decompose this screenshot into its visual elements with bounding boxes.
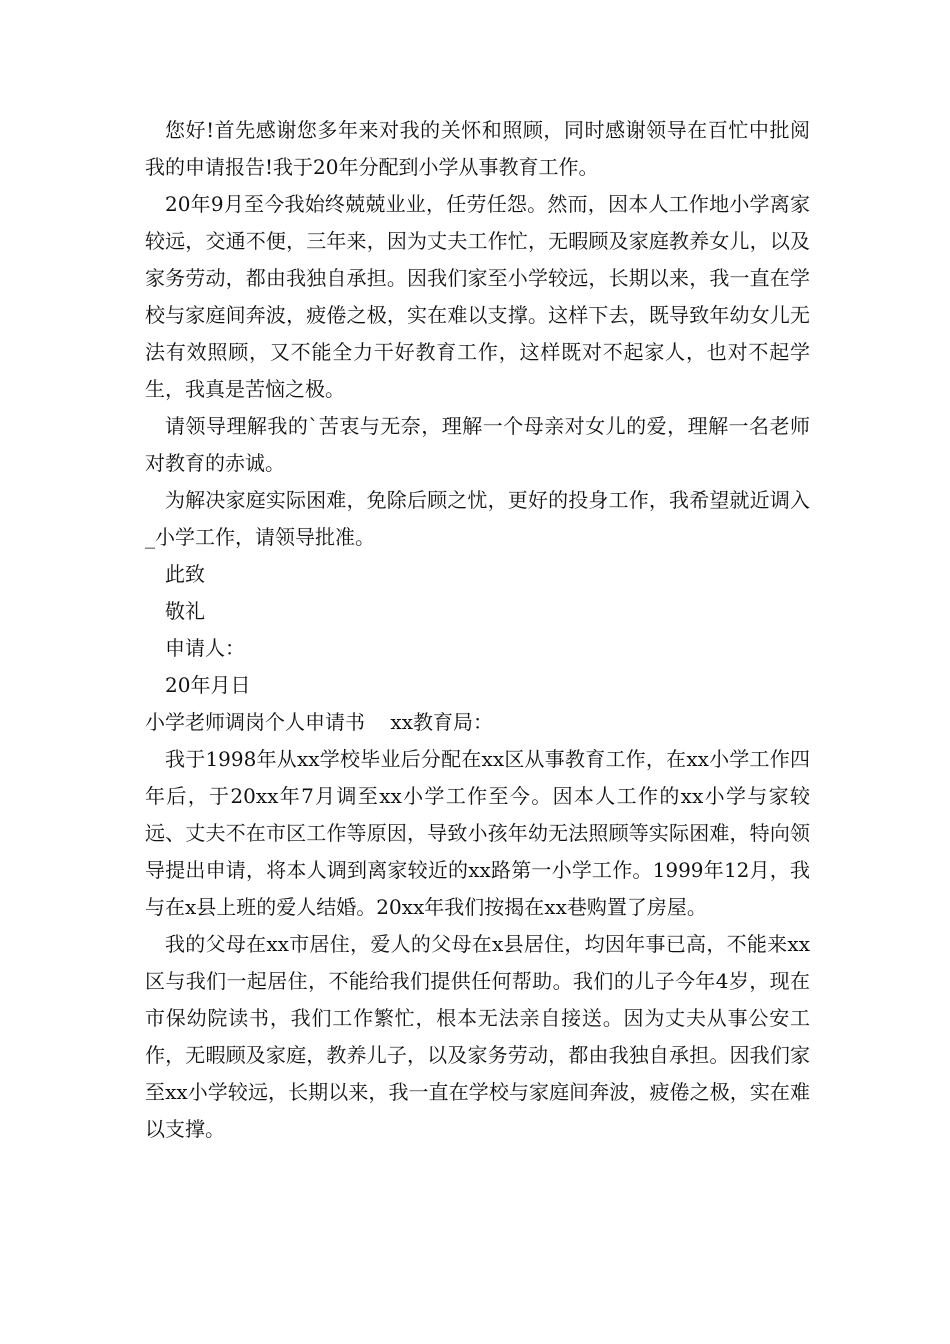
document-body [145,112,810,1148]
date-line: 20年月日 [165,673,251,697]
paragraph-request: 为解决家庭实际困难，免除后顾之忧，更好的投身工作，我希望就近调入_小学工作，请领导批准。 [145,488,810,549]
paragraph-family: 我的父母在xx市居住，爱人的父母在x县居住，均因年事已高，不能来xx区与我们一起居住，不能给我们提供任何帮助。我们的儿子今年4岁，现在市保幼院读书，我们工作繁忙，根本无法亲自接送。因为丈夫从事公安工作，无暇顾及家庭，教养儿子，以及家务劳动，都由我独自承担。因我们家至xx小学较远，长期以来，我一直在学校与家庭间奔波，疲倦之极，实在难以支撑。 [145,932,810,1141]
paragraph-background: 我于1998年从xx学校毕业后分配在xx区从事教育工作，在xx小学工作四年后，于20xx年7月调至xx小学工作至今。因本人工作的xx小学与家较远、丈夫不在市区工作等原因，导致小孩年幼无法照顾等实际困难，特向领导提出申请，将本人调到离家较近的xx路第一小学工作。1999年12月，我与在x县上班的爱人结婚。20xx年我们按揭在xx巷购置了房屋。 [145,747,810,919]
applicant-label: 申请人： [165,636,245,660]
second-letter-title: 小学老师调岗个人申请书 xx教育局： [145,710,493,734]
closing-regards: 敬礼 [165,599,205,623]
closing-salutation: 此致 [165,562,205,586]
paragraph-understanding: 请领导理解我的`苦衷与无奈，理解一个母亲对女儿的爱，理解一名老师对教育的赤诚。 [145,414,810,475]
paragraph-greeting: 您好!首先感谢您多年来对我的关怀和照顾，同时感谢领导在百忙中批阅我的申请报告!我于20年分配到小学从事教育工作。 [145,118,810,179]
paragraph-hardship: 20年9月至今我始终兢兢业业，任劳任怨。然而，因本人工作地小学离家较远，交通不便，三年来，因为丈夫工作忙，无暇顾及家庭教养女儿，以及家务劳动，都由我独自承担。因我们家至小学较远，长期以来，我一直在学校与家庭间奔波，疲倦之极，实在难以支撑。这样下去，既导致年幼女儿无法有效照顾，又不能全力干好教育工作，这样既对不起家人，也对不起学生，我真是苦恼之极。 [145,192,810,401]
